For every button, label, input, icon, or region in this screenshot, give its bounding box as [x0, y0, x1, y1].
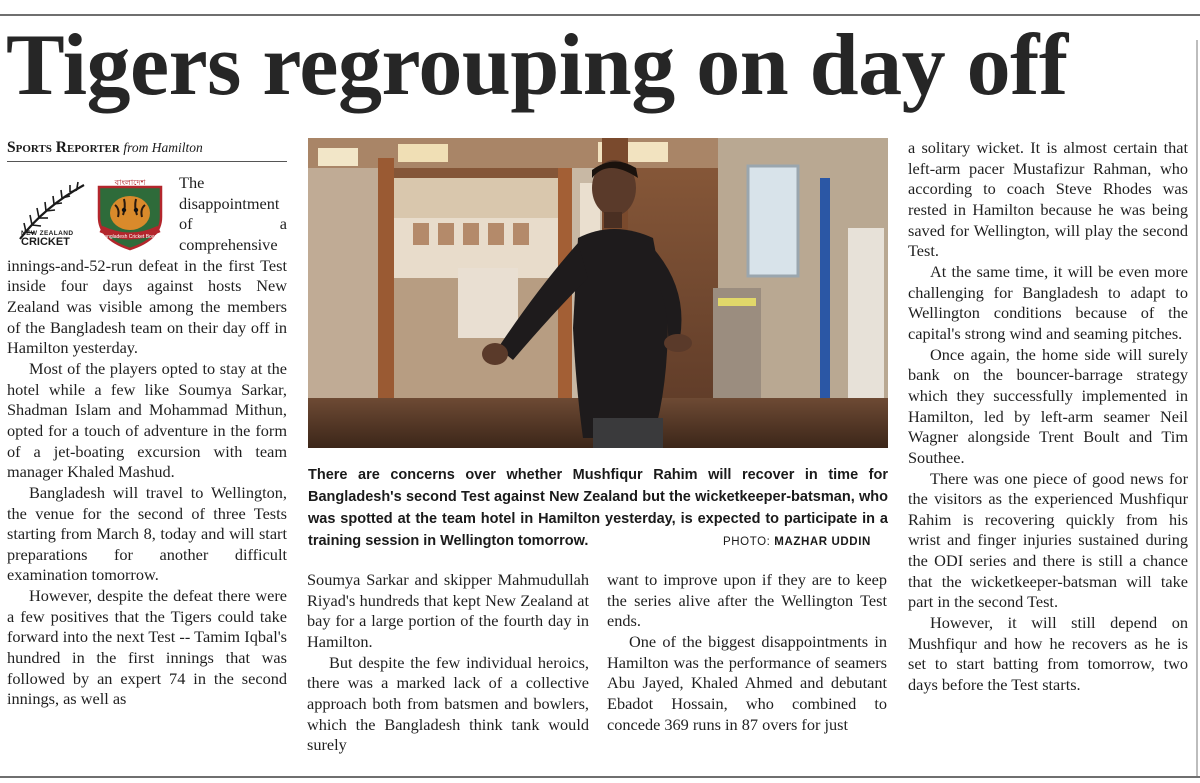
- article-photo: [308, 138, 888, 448]
- article-column-3: [307, 570, 589, 756]
- paragraph: Bangladesh will travel to Wellington, the venue for the second of three Tests starting from March 8, today and will start preparations for another difficult examination tomorrow.: [7, 482, 287, 585]
- bcb-logo-text: বাংলাদেশ: [114, 178, 146, 187]
- right-gutter-rule: [1196, 40, 1198, 776]
- paragraph: One of the biggest disappointments in Hamilton was the performance of seamers Abu Jayed, Khaled Ahmed and debutant Ebadot Hossain, who combined to concede 369 runs in 87 overs for just: [607, 631, 887, 734]
- nz-logo-text-big: CRICKET: [21, 236, 70, 248]
- byline-location: from Hamilton: [123, 140, 203, 155]
- nz-logo-text: [21, 230, 73, 246]
- cricket-board-logos: [7, 173, 177, 255]
- paragraph: a solitary wicket. It is almost certain that left-arm pacer Mustafizur Rahman, who according to coach Steve Rhodes was rested in Hamilton because he was being saved for Wellington, will play the second Test.: [908, 138, 1188, 261]
- paragraph: At the same time, it will be even more challenging for Bangladesh to adapt to Wellington conditions because of the capital's strong wind and seaming pitches.: [908, 261, 1188, 343]
- photo-credit: [723, 536, 871, 548]
- hotel-lobby-photo: [308, 138, 888, 448]
- byline-rule: [7, 161, 287, 162]
- paragraph: However, despite the defeat there were a few positives that the Tigers could take forward into the next Test -- Tamim Iqbal's hundred in the first innings that was followed by an expert 74 in the second innings, as well as: [7, 586, 287, 709]
- paragraph: Most of the players opted to stay at the hotel while a few like Soumya Sarkar, Shadman Islam and Mohammad Mithun, opted for a touch of adventure in the form of a jet-boating excursion with team manager Khaled Mashud.: [7, 358, 287, 482]
- paragraph: Soumya Sarkar and skipper Mahmudullah Riyad's hundreds that kept New Zealand at bay for a large portion of the fourth day in Hamilton.: [307, 570, 589, 651]
- bottom-rule: [0, 776, 1200, 778]
- article-column-4: [607, 570, 887, 735]
- paragraph: The disappointment of a comprehensive innings-and-52-run defeat in the first Test inside four days against hosts New Zealand was visible among the members of the Bangladesh team on their day off in Hamilton yesterday.: [7, 173, 287, 358]
- top-rule: [0, 14, 1200, 16]
- bcb-band-text: Bangladesh Cricket Board: [100, 234, 160, 240]
- paragraph: But despite the few individual heroics, there was a marked lack of a collective approach both from batsmen and bowlers, which the Bangladesh think tank would surely: [307, 652, 589, 755]
- headline: Tigers regrouping on day off: [6, 17, 1068, 114]
- paragraph: However, it will still depend on Mushfiqur and how he recovers as he is set to start batting from tomorrow, two days before the Test starts.: [908, 613, 1188, 695]
- byline: [7, 138, 203, 158]
- byline-name: Sports Reporter: [7, 139, 120, 156]
- photo-credit-label: PHOTO:: [723, 536, 771, 548]
- paragraph: There was one piece of good news for the visitors as the experienced Mushfiqur Rahim is recovering quickly from his wrist and finger injuries sustained during the ODI series and there is still a chance that the wicketkeeper-batsman will take part in the second Test.: [908, 468, 1188, 612]
- paragraph: Once again, the home side will surely bank on the bouncer-barrage strategy which they successfully implemented in Hamilton, led by left-arm seamer Neil Wagner alongside Trent Boult and Tim Southee.: [908, 344, 1188, 467]
- article-column-5: [908, 138, 1188, 696]
- nz-logo-text-small: NEW ZEALAND: [21, 230, 74, 237]
- photo-credit-name: MAZHAR UDDIN: [774, 536, 871, 548]
- photo-caption: There are concerns over whether Mushfiqur Rahim will recover in time for Bangladesh's second Test against New Zealand but the wicketkeeper-batsman, who was spotted at the team hotel in Hamilton yesterday, is expected to participate in a training session in Wellington tomorrow.: [308, 467, 888, 549]
- paragraph: want to improve upon if they are to keep the series alive after the Wellington Test ends.: [607, 570, 887, 631]
- article-column-1: [7, 173, 287, 710]
